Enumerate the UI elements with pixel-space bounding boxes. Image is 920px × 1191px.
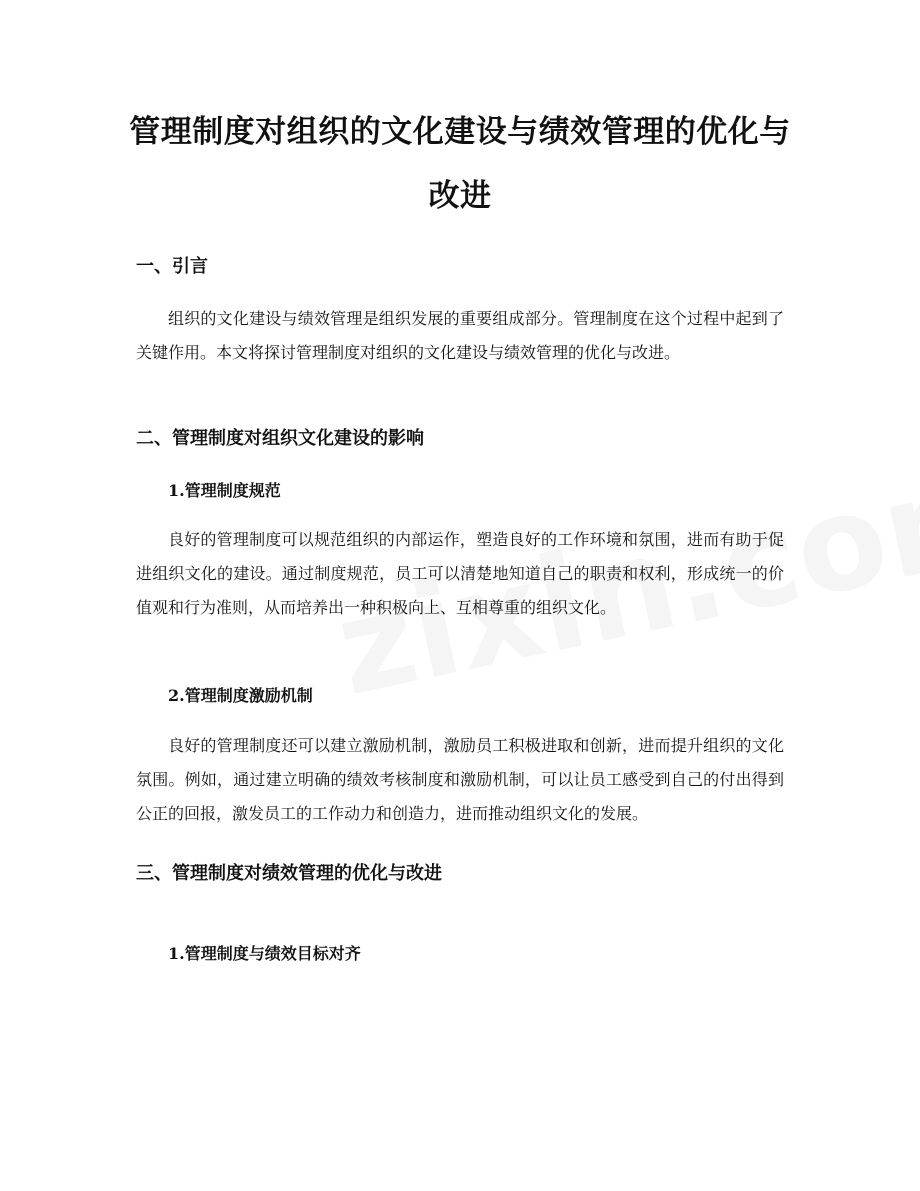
subsection-heading-incentive: 2.管理制度激励机制 <box>168 686 313 705</box>
section-heading-performance: 三、管理制度对绩效管理的优化与改进 <box>136 863 442 884</box>
intro-paragraph: 组织的文化建设与绩效管理是组织发展的重要组成部分。管理制度在这个过程中起到了关键作用。本文将探讨管理制度对组织的文化建设与绩效管理的优化与改进。 <box>136 309 784 362</box>
section-heading-intro: 一、引言 <box>136 256 208 277</box>
subsection-heading-alignment: 1.管理制度与绩效目标对齐 <box>168 944 361 963</box>
section-heading-culture: 二、管理制度对组织文化建设的影响 <box>136 428 424 449</box>
incentive-paragraph: 良好的管理制度还可以建立激励机制，激励员工积极进取和创新，进而提升组织的文化氛围。例如，通过建立明确的绩效考核制度和激励机制，可以让员工感受到自己的付出得到公正的回报，激发员工的工作动力和创造力，进而推动组织文化的发展。 <box>136 736 784 823</box>
norms-paragraph: 良好的管理制度可以规范组织的内部运作，塑造良好的工作环境和氛围，进而有助于促进组织文化的建设。通过制度规范，员工可以清楚地知道自己的职责和权利，形成统一的价值观和行为准则，从而培养出一种积极向上、互相尊重的组织文化。 <box>136 530 784 617</box>
subsection-heading-norms: 1.管理制度规范 <box>168 481 281 500</box>
document-title: 管理制度对组织的文化建设与绩效管理的优化与改进 <box>129 114 791 214</box>
